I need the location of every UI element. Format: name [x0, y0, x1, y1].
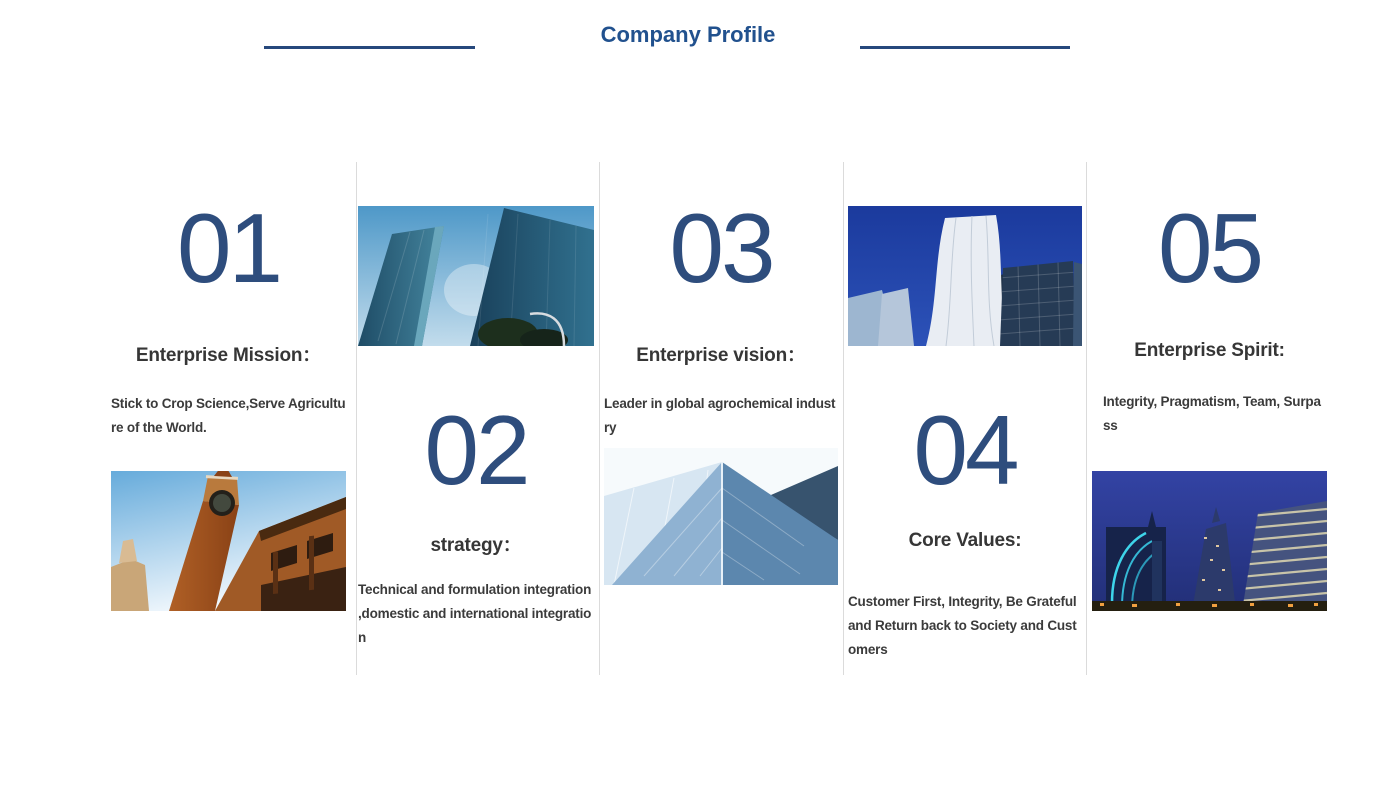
- section-body: Integrity, Pragmatism, Team, Surpass: [1103, 394, 1321, 433]
- column-divider-4: [1086, 162, 1087, 675]
- curved-tower-image: [848, 206, 1082, 346]
- column-divider-3: [843, 162, 844, 675]
- section-number: 03: [669, 193, 773, 303]
- section-heading: Enterprise Spirit:: [1134, 340, 1285, 361]
- brick-clock-tower-image: [111, 471, 346, 611]
- column-divider-2: [599, 162, 600, 675]
- glass-corner-image: [604, 448, 838, 585]
- section-enterprise-mission: [111, 0, 346, 786]
- section-enterprise-vision: [604, 0, 838, 786]
- section-number: 04: [913, 395, 1017, 505]
- section-heading: Core Values:: [908, 530, 1022, 551]
- enterprise-mission-photo: [111, 471, 346, 611]
- page-title: Company Profile: [600, 22, 776, 47]
- section-body: Technical and formulation integration ,domestic and international integration: [358, 582, 592, 645]
- core-values-photo: [848, 206, 1082, 346]
- section-number: 02: [424, 395, 528, 505]
- section-core-values: [848, 0, 1082, 786]
- section-number: 01: [176, 193, 280, 303]
- strategy-photo: [358, 206, 594, 346]
- section-heading: Enterprise Mission：: [135, 345, 322, 366]
- section-body: Stick to Crop Science,Serve Agriculture of the World.: [111, 396, 346, 435]
- section-heading: Enterprise vision：: [636, 345, 806, 366]
- section-strategy: [358, 0, 594, 786]
- night-skyline-image: [1092, 471, 1327, 611]
- column-divider-1: [356, 162, 357, 675]
- section-body: Customer First, Integrity, Be Grateful and Return back to Society and Customers: [848, 594, 1077, 657]
- enterprise-vision-photo: [604, 448, 838, 585]
- section-body: Leader in global agrochemical industry: [604, 396, 836, 435]
- enterprise-spirit-photo: [1092, 471, 1327, 611]
- section-heading: strategy：: [430, 535, 522, 556]
- section-enterprise-spirit: [1092, 0, 1327, 786]
- section-number: 05: [1157, 193, 1261, 303]
- twin-skyscrapers-image: [358, 206, 594, 346]
